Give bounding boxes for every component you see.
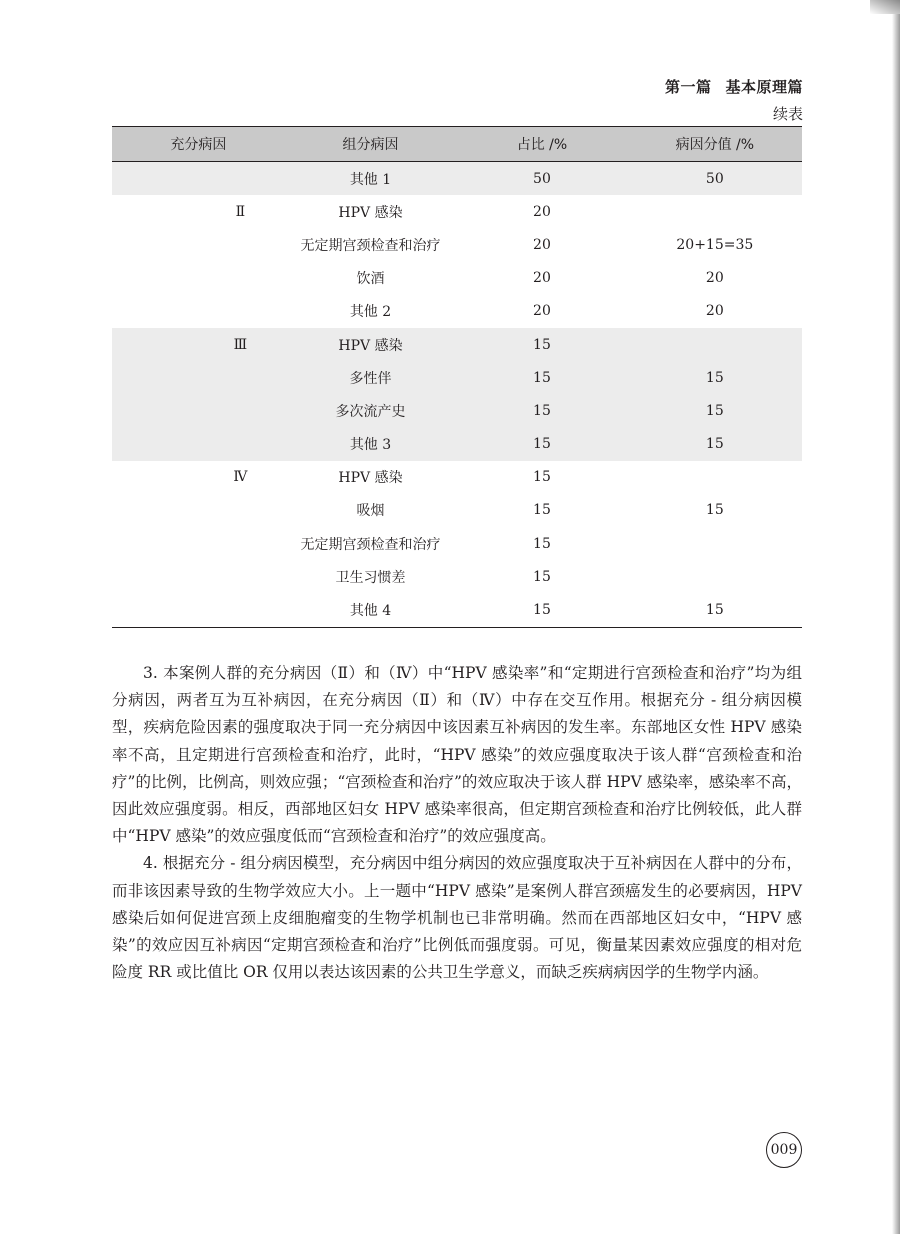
data-table	[112, 126, 802, 628]
cell-factor: 无定期宫颈检查和治疗	[300, 237, 441, 254]
cell-group	[112, 262, 285, 295]
cell-factor: 卫生习惯差	[335, 569, 406, 586]
column-header: 组分病因	[285, 127, 457, 162]
table-row	[112, 394, 802, 427]
table-row	[112, 494, 802, 527]
table-header-row	[112, 127, 802, 162]
table-row	[112, 593, 802, 627]
cell-factor: HPV 感染	[338, 204, 403, 221]
table-row	[112, 428, 802, 461]
cell-factor: 其他 4	[349, 603, 392, 620]
cell-share: 15	[533, 502, 551, 519]
table-row	[112, 295, 802, 328]
header-title: 基本原理篇	[725, 78, 803, 96]
cell-factor: 其他 1	[285, 162, 457, 196]
cell-share: 15	[456, 394, 627, 427]
table-row	[112, 560, 802, 593]
cell-share: 15	[533, 535, 551, 552]
cell-factor: 无定期宫颈检查和治疗	[300, 536, 441, 553]
cell-share: 15	[533, 602, 551, 619]
cell-group	[112, 527, 285, 560]
column-header: 占比 /%	[456, 127, 627, 162]
cell-share: 50	[456, 162, 627, 196]
table-row	[112, 461, 802, 494]
cell-share: 15	[533, 568, 551, 585]
cell-score: 15	[628, 428, 802, 461]
cell-score: 15	[628, 394, 802, 427]
page-corner-shadow	[870, 0, 900, 14]
table-row	[112, 361, 802, 394]
cell-score: 20	[705, 303, 724, 320]
cell-group: Ⅳ	[233, 469, 248, 486]
cell-score: 15	[705, 502, 724, 519]
cell-share: 15	[456, 428, 627, 461]
table-row	[112, 527, 802, 560]
running-header	[665, 76, 803, 97]
cell-share: 15	[456, 328, 627, 361]
cell-group	[112, 394, 285, 427]
cell-group: Ⅱ	[235, 203, 246, 220]
header-part: 第一篇	[664, 78, 712, 96]
table-row	[112, 262, 802, 295]
cell-share: 15	[456, 361, 627, 394]
cell-factor: 饮酒	[356, 271, 385, 288]
cell-score: 20	[705, 270, 724, 287]
cell-factor: 其他 2	[349, 304, 392, 321]
cell-group	[112, 228, 285, 261]
page-number: 009	[766, 1132, 802, 1168]
cell-factor: 多次流产史	[285, 394, 457, 427]
table-row	[112, 228, 802, 261]
cell-score	[628, 461, 802, 494]
cell-share: 20	[533, 303, 551, 320]
cell-share: 15	[533, 469, 551, 486]
cell-group	[112, 162, 285, 196]
cell-factor: 多性伴	[285, 361, 457, 394]
page-edge	[892, 0, 900, 1234]
paragraph-4: 4. 根据充分 - 组分病因模型，充分病因中组分病因的效应强度取决于互补病因在人群中的分布，而非该因素导致的生物学效应大小。上一题中“HPV 感染”是案例人群宫颈癌发生的必要病因，HPV 感染后如何促进宫颈上皮细胞瘤变的生物学机制也已非常明确。然而在西部地区妇女中，“HPV 感染”的效应因互补病因“定期宫颈检查和治疗”比例低而强度弱。可见，衡量某因素效应强度的相对危险度 RR 或比值比 OR 仅用以表达该因素的公共卫生学意义，而缺乏疾病病因学的生物学内涵。	[112, 854, 802, 982]
cell-factor: HPV 感染	[338, 470, 403, 487]
cell-score	[628, 195, 802, 228]
column-header: 充分病因	[112, 127, 285, 162]
cell-group	[112, 494, 285, 527]
cell-group: Ⅲ	[112, 328, 285, 361]
cell-share: 20	[533, 270, 551, 287]
cell-group	[112, 361, 285, 394]
body-text	[112, 660, 802, 986]
cell-share: 20	[533, 236, 551, 253]
table-row	[112, 162, 802, 196]
cell-score	[628, 328, 802, 361]
cell-factor: 吸烟	[356, 503, 385, 520]
cell-score: 15	[705, 602, 724, 619]
cell-score: 15	[628, 361, 802, 394]
cell-factor: HPV 感染	[285, 328, 457, 361]
table-row	[112, 328, 802, 361]
paragraph-3: 3. 本案例人群的充分病因（Ⅱ）和（Ⅳ）中“HPV 感染率”和“定期进行宫颈检查和治疗”均为组分病因，两者互为互补病因，在充分病因（Ⅱ）和（Ⅳ）中存在交互作用。根据充分 - 组分病因模型，疾病危险因素的强度取决于同一充分病因中该因素互补病因的发生率。东部地区女性 HPV 感染率不高，且定期进行宫颈检查和治疗，此时，“HPV 感染”的效应强度取决于该人群“宫颈检查和治疗”的比例，比例高，则效应强；“宫颈检查和治疗”的效应取决于该人群 HPV 感染率，感染率不高，因此效应强度弱。相反，西部地区妇女 HPV 感染率很高，但定期宫颈检查和治疗比例较低，此人群中“HPV 感染”的效应强度低而“宫颈检查和治疗”的效应强度高。	[112, 664, 802, 846]
cell-score: 20+15=35	[676, 236, 754, 253]
column-header: 病因分值 /%	[628, 127, 802, 162]
cell-group	[112, 295, 285, 328]
cell-share: 20	[533, 203, 551, 220]
cell-factor: 其他 3	[285, 428, 457, 461]
cell-group	[112, 428, 285, 461]
cell-score	[628, 560, 802, 593]
cell-score: 50	[628, 162, 802, 196]
cell-group	[112, 560, 285, 593]
table-row	[112, 195, 802, 228]
cell-score	[628, 527, 802, 560]
continued-label: 续表	[772, 105, 803, 123]
cell-group	[112, 593, 285, 627]
